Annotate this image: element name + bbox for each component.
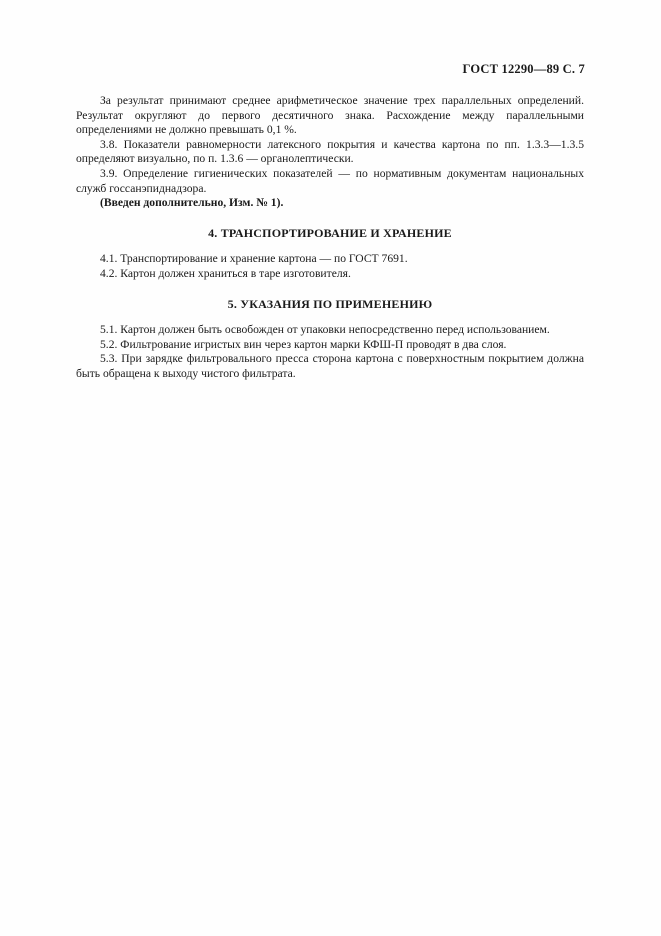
paragraph-4-2: 4.2. Картон должен храниться в таре изготовителя. (100, 266, 351, 280)
paragraph-result: За результат принимают среднее арифметическое значение трех параллельных определений. Результат округляют до первого десятичного знака. Расхождение между параллельными определениями не должно превышать 0,1 %. (76, 94, 584, 137)
page-header-doc-ref: ГОСТ 12290—89 С. 7 (462, 62, 585, 76)
section-title-usage-instructions: 5. УКАЗАНИЯ ПО ПРИМЕНЕНИЮ (227, 296, 433, 311)
paragraph-4-1: 4.1. Транспортирование и хранение картона — по ГОСТ 7691. (100, 252, 408, 266)
paragraph-3-8: 3.8. Показатели равномерности латексного покрытия и качества картона по пп. 1.3.3—1.3.5 определяют визуально, по п. 1.3.6 — органолептически. (76, 137, 584, 166)
paragraph-5-2: 5.2. Фильтрование игристых вин через картон марки КФШ-П проводят в два слоя. (100, 337, 507, 351)
paragraph-5-1: 5.1. Картон должен быть освобожден от упаковки непосредственно перед использованием. (100, 323, 550, 337)
amendment-note: (Введен дополнительно, Изм. № 1). (100, 196, 284, 210)
paragraph-3-9: 3.9. Определение гигиенических показателей — по нормативным документам национальных служб госсанэпиднадзора. (76, 166, 584, 195)
section-title-transport-storage: 4. ТРАНСПОРТИРОВАНИЕ И ХРАНЕНИЕ (208, 225, 452, 240)
paragraph-5-3: 5.3. При зарядке фильтровального пресса сторона картона с поверхностным покрытием должна быть обращена к выходу чистого фильтрата. (76, 352, 584, 380)
page-content (76, 94, 584, 382)
